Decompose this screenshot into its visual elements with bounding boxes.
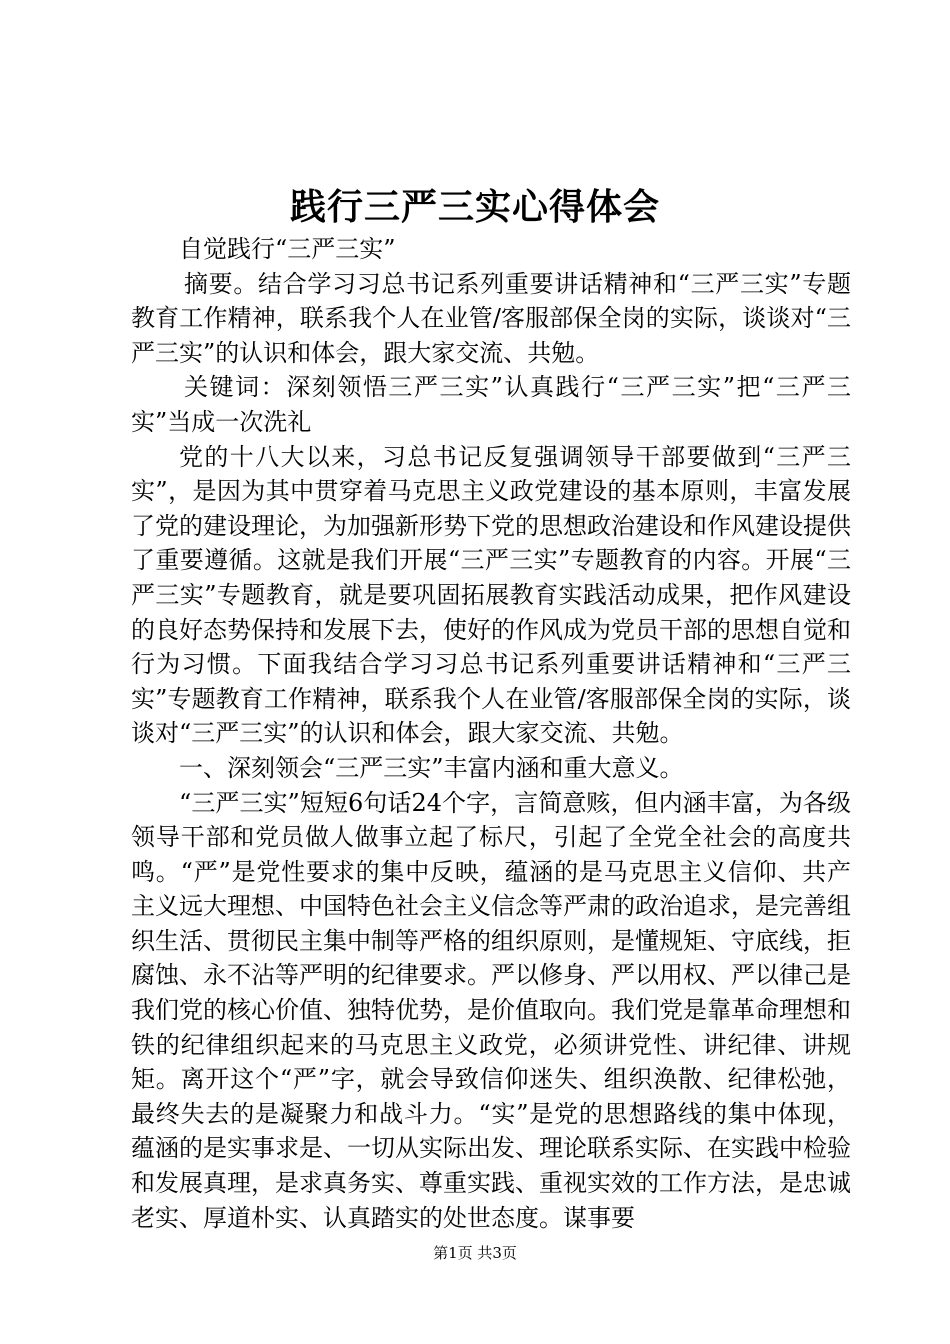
- body-paragraph: 党的十八大以来，习总书记反复强调领导干部要做到“三严三实”，是因为其中贯穿着马克思主义政党建设的基本原则，丰富发展了党的建设理论，为加强新形势下党的思想政治建设和作风建设提供了重要遵循。这就是我们开展“三严三实”专题教育的内容。开展“三严三实”专题教育，就是要巩固拓展教育实践活动成果，把作风建设的良好态势保持和发展下去，使好的作风成为党员干部的思想自觉和行为习惯。下面我结合学习习总书记系列重要讲话精神和“三严三实”专题教育工作精神，联系我个人在业管/客服部保全岗的实际，谈谈对“三严三实”的认识和体会，跟大家交流、共勉。: [131, 442, 851, 748]
- section-heading: 一、深刻领会“三严三实”丰富内涵和重大意义。: [179, 753, 684, 782]
- abstract-paragraph: 摘要。结合学习习总书记系列重要讲话精神和“三严三实”专题教育工作精神，联系我个人在业管/客服部保全岗的实际，谈谈对“三严三实”的认识和体会，跟大家交流、共勉。: [131, 269, 851, 367]
- document-body: [131, 232, 851, 1235]
- page-footer: 第1页 共3页: [433, 1244, 517, 1262]
- document-title: 践行三严三实心得体会: [289, 186, 660, 228]
- body-paragraph: “三严三实”短短6句话24个字，言简意赅，但内涵丰富，为各级领导干部和党员做人做事立起了标尺，引起了全党全社会的高度共鸣。“严”是党性要求的集中反映，蕴涵的是马克思主义信仰、共产主义远大理想、中国特色社会主义信念等严肃的政治追求，是完善组织生活、贯彻民主集中制等严格的组织原则，是懂规矩、守底线，拒腐蚀、永不沾等严明的纪律要求。严以修身、严以用权、严以律己是我们党的核心价值、独特优势，是价值取向。我们党是靠革命理想和铁的纪律组织起来的马克思主义政党，必须讲党性、讲纪律、讲规矩。离开这个“严”字，就会导致信仰迷失、组织涣散、纪律松弛，最终失去的是凝聚力和战斗力。“实”是党的思想路线的集中体现，蕴涵的是实事求是、一切从实际出发、理论联系实际、在实践中检验和发展真理，是求真务实、尊重实践、重视实效的工作方法，是忠诚老实、厚道朴实、认真踏实的处世态度。谋事要: [131, 788, 851, 1232]
- keywords-paragraph: 关键词：深刻领悟三严三实”认真践行“三严三实”把“三严三实”当成一次洗礼: [131, 373, 851, 436]
- subtitle-paragraph: 自觉践行“三严三实”: [179, 235, 396, 263]
